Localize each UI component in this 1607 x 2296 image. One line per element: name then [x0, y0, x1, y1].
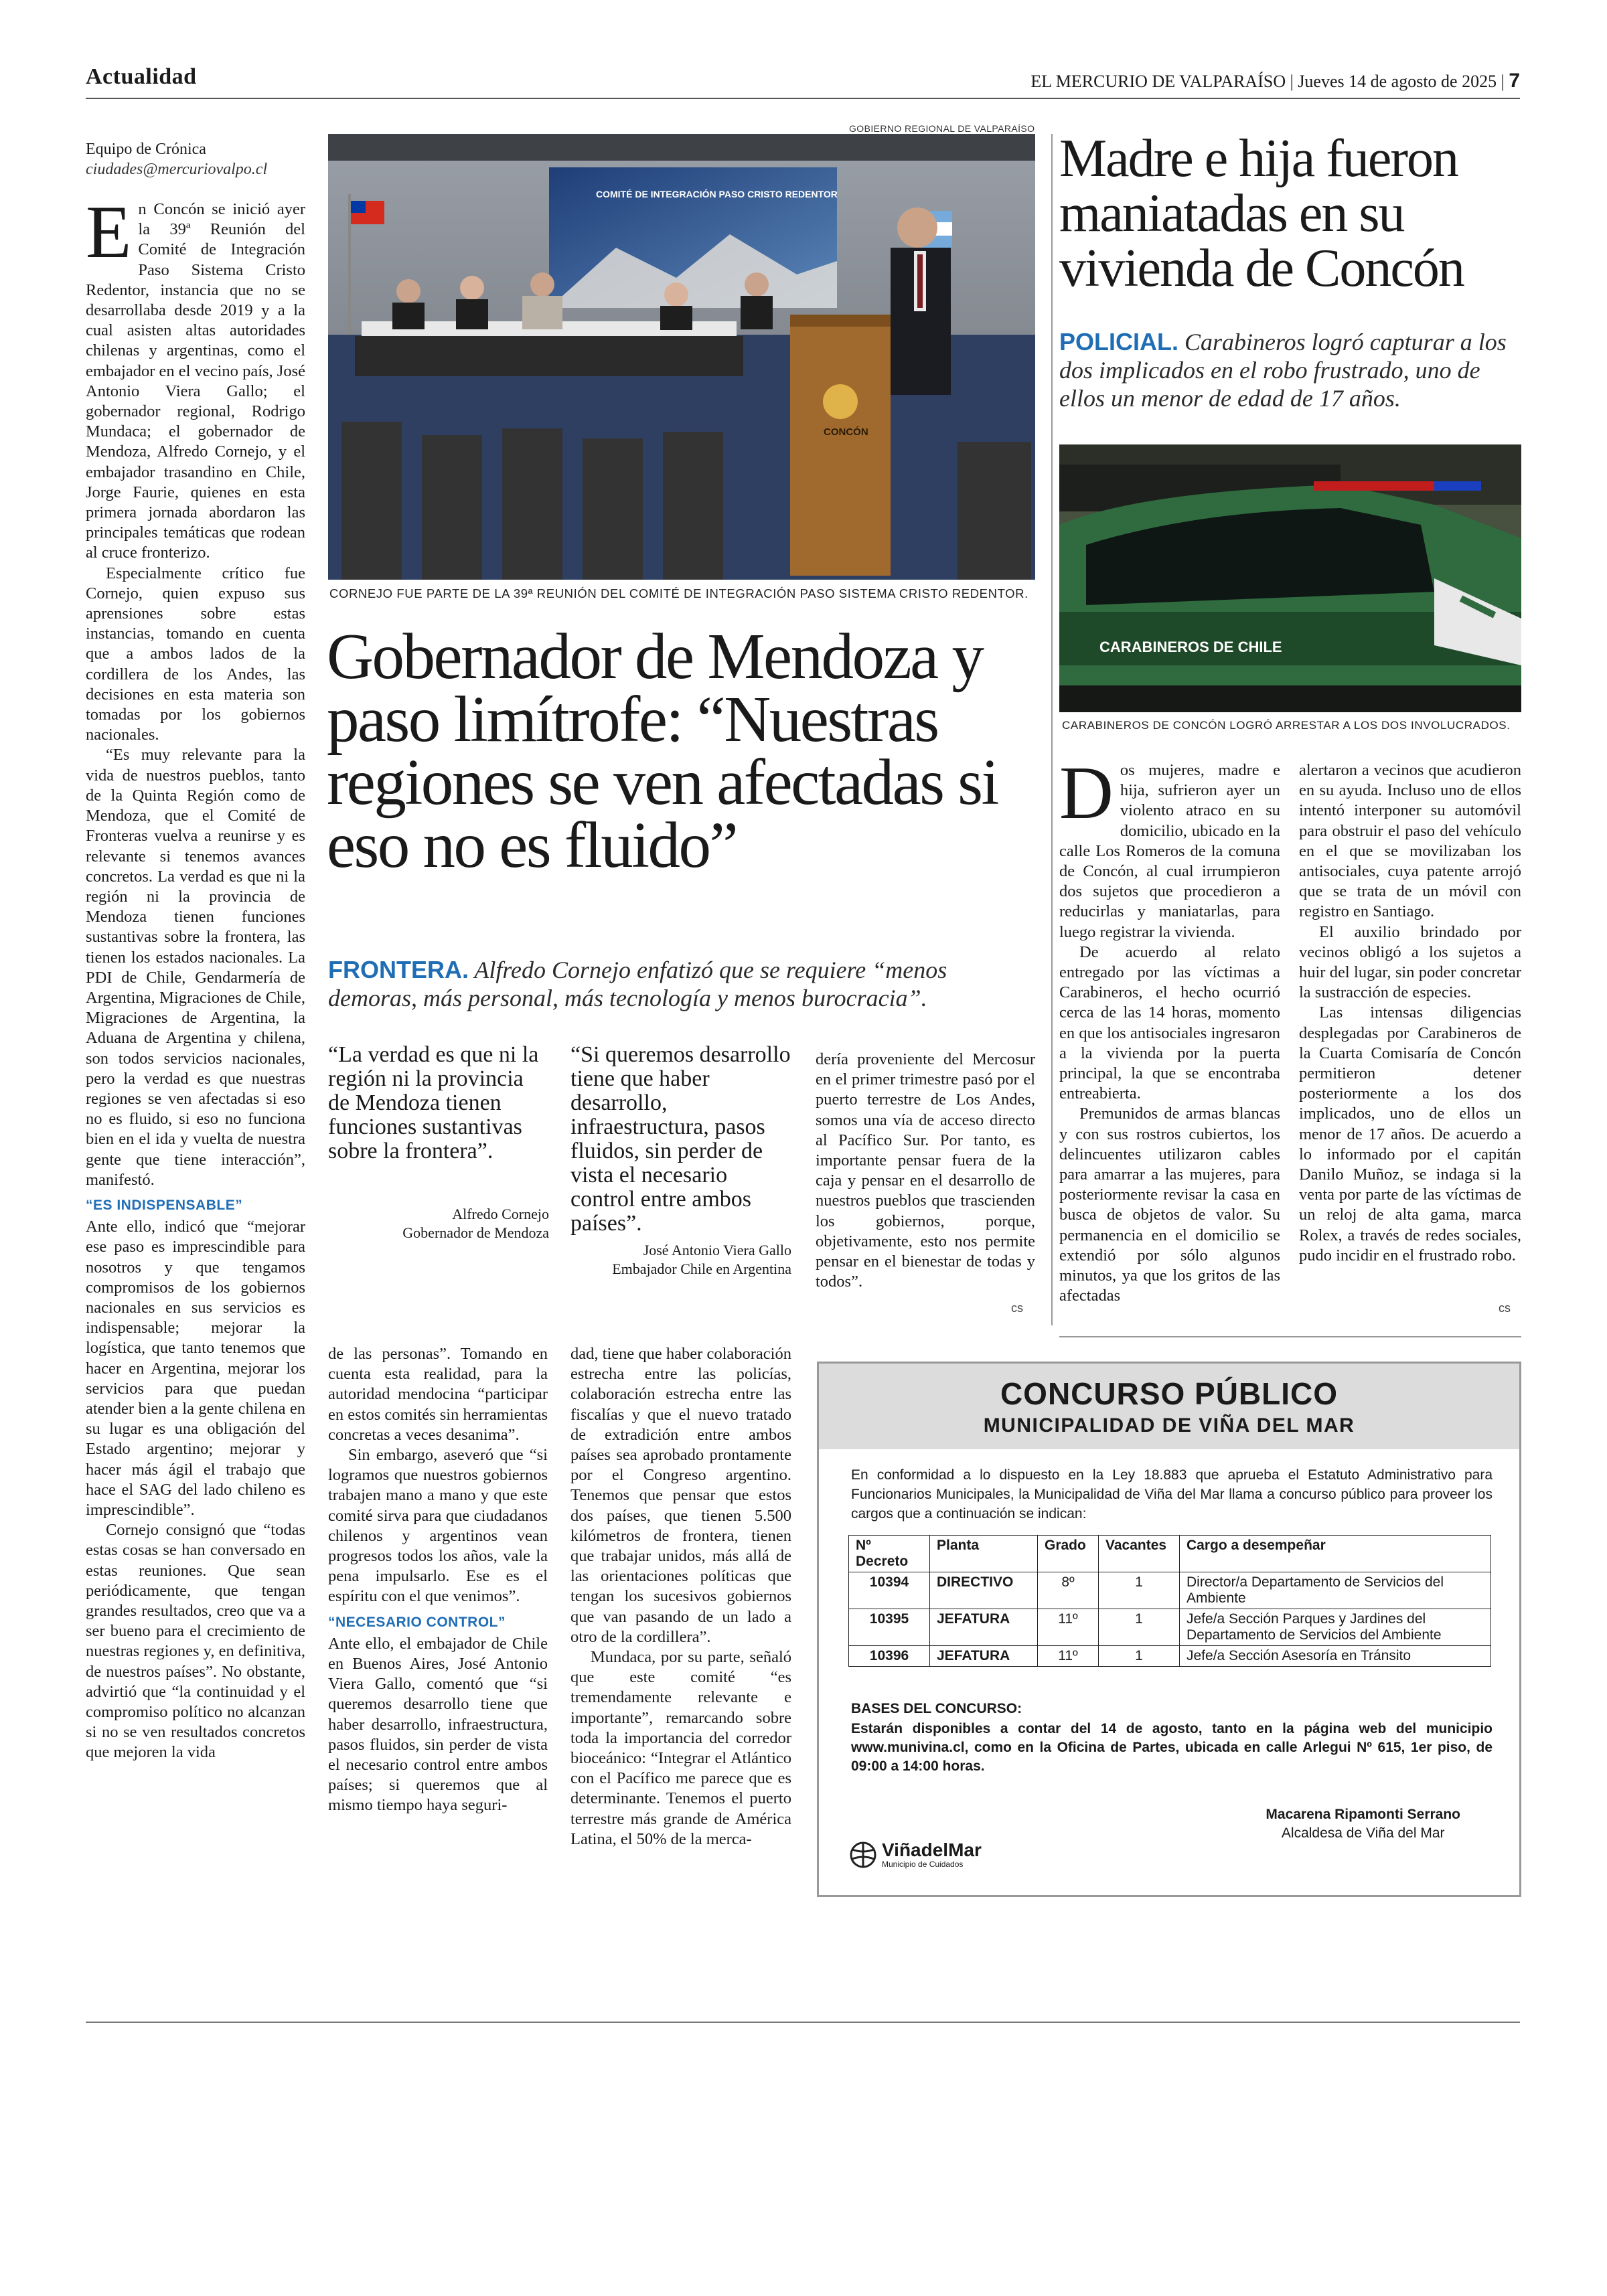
paragraph: “Es muy relevante para la vida de nuestros pueblos, tanto de la Quinta Región como de Mendoza, que el Comité de Fronteras vuelva a reunirse y es relevante si tenemos avances concretos. La verdad es que ni la región ni la provincia de Mendoza tienen funciones sustantivas sobre la frontera, las tienen los estados nacionales. La PDI de Chile, Gendarmería de Argentina, Migraciones de Chile, Migraciones de Argentina, la Aduana de Argentina y chilena, son todos servicios nacionales, pero la verdad es que nuestras regiones se ven afectadas si eso no es fluido, si eso no funciona bien en el ida y vuelta de nuestra gente que tiene interacción”, manifestó. [86, 746, 305, 1189]
table-cell: 11º [1038, 1609, 1099, 1646]
municipality-emblem-icon [848, 1840, 878, 1870]
paragraph: Cornejo consignó que “todas estas cosas se han conversado en estas reuniones. Que sean periódicamente, que tengan grandes resultados, creo que va a ser bueno para el crecimiento de nuestras regiones y, en definitiva, de nuestros países”. No obstante, advirtió que “la continuidad y el compromiso político no alcanzan si no se ven resultados concretos que mejoren la vida [86, 1521, 305, 1762]
end-mark: cs [1499, 1301, 1511, 1315]
page-number: 7 [1509, 70, 1520, 92]
paragraph: Las intensas diligencias desplegadas por Carabineros de la Cuarta Comisaría de Concón permitieron detener posteriormente a los dos implicados, uno de ellos un menor de 17 años. De acuerdo a lo informado por el capitán Danilo Muñoz, se indaga si la venta por parte de las víctimas de un reloj de alta gama, marca Rolex, a través de redes sociales, pudo incidir en el frustrado robo. [1299, 1003, 1521, 1264]
pull-quote-1 [328, 1043, 549, 1242]
side-photo-caption: CARABINEROS DE CONCÓN LOGRÓ ARRESTAR A LOS DOS INVOLUCRADOS. [1062, 719, 1511, 732]
table-row [849, 1646, 1491, 1667]
paragraph: Premunidos de armas blancas y con sus rostros cubiertos, los delincuentes utilizaron cables para amarrar a las mujeres, para posteriormente revisar la casa en busca de objetos de valor. Su permanencia en el domicilio se extendió por sólo algunos minutos, ya que los gritos de las afectadas [1059, 1104, 1280, 1305]
side-article-column-2 [1299, 760, 1521, 1323]
side-photo [1059, 444, 1521, 712]
end-mark: cs [1011, 1301, 1023, 1315]
paragraph: El auxilio brindado por vecinos obligó a los sujetos a huir del lugar, sin poder concretar la sustracción de especies. [1299, 922, 1521, 1002]
table-row [849, 1609, 1491, 1646]
table-cell: 1 [1099, 1609, 1180, 1646]
pull-quote-role: Gobernador de Mendoza [402, 1224, 549, 1241]
page-header-info [1030, 70, 1520, 92]
article-bottom-rule [1059, 1336, 1521, 1337]
byline-email: ciudades@mercuriovalpo.cl [86, 161, 268, 178]
main-photo-caption: CORNEJO FUE PARTE DE LA 39ª REUNIÓN DEL COMITÉ DE INTEGRACIÓN PASO SISTEMA CRISTO REDENTOR. [329, 586, 1028, 600]
column-header: Cargo a desempeñar [1180, 1536, 1491, 1572]
paragraph: Especialmente crítico fue Cornejo, quien expuso sus aprensiones sobre estas instancias, tomando en cuenta que a ambos lados de la cordillera de los Andes, las decisiones en esta materia son tomadas por los gobiernos nacionales. [86, 564, 305, 744]
ad-bases-text: Estarán disponibles a contar del 14 de agosto, tanto en la página web del municipio www.munivina.cl, como en la Oficina de Partes, ubicada en calle Arlegui Nº 615, 1er piso, de 09:00 a 14:00 horas. [851, 1721, 1493, 1774]
table-cell: Director/a Departamento de Servicios del Ambiente [1180, 1572, 1491, 1609]
screen-text: COMITÉ DE INTEGRACIÓN PASO CRISTO REDENTOR [596, 189, 838, 199]
ad-title: CONCURSO PÚBLICO [1000, 1376, 1338, 1411]
table-cell: 10396 [849, 1646, 930, 1667]
publication-name: EL MERCURIO DE VALPARAÍSO [1030, 72, 1286, 91]
signer-name: Macarena Ripamonti Serrano [1266, 1807, 1460, 1822]
dropcap: D [1059, 760, 1114, 835]
table-header-row [849, 1536, 1491, 1572]
section-title: Actualidad [86, 64, 197, 89]
conference-photo-illustration [328, 134, 1035, 580]
table-cell: 10394 [849, 1572, 930, 1609]
ad-bases-title: BASES DEL CONCURSO: [851, 1701, 1022, 1716]
main-article-column-2 [328, 1344, 548, 1900]
photo-credit: GOBIERNO REGIONAL DE VALPARAÍSO [849, 123, 1035, 134]
header-separator: | [1501, 72, 1509, 91]
vehicle-text: CARABINEROS DE CHILE [1099, 639, 1282, 655]
header-rule [86, 98, 1520, 99]
paragraph: dería proveniente del Mercosur en el primer trimestre pasó por el puerto terrestre de Los Andes, somos una vía de acceso directo al Pacífico Sur. Por tanto, es importante pensar fuera de la caja y pensar en el desarrollo de nuestros pueblos que trascienden los gobiernos, porque, objetivamente, esto nos permite pensar en el bienestar de todas y todos”. [816, 1050, 1035, 1291]
paragraph: Mundaca, por su parte, señaló que este comité “es tremendamente relevante e importante”, remarcando sobre toda la importancia del corredor bioceánico: “Integrar el Atlántico con el Pacífico me parece que es determinante. Tenemos el puerto terrestre más grande de América Latina, el 50% de la merca- [570, 1648, 791, 1848]
paragraph: de las personas”. Tomando en cuenta esta realidad, para la autoridad mendocina “participar en estos comités sin herramientas concretas a veces desanima”. [328, 1345, 548, 1444]
ad-intro: En conformidad a lo dispuesto en la Ley 18.883 que aprueba el Estatuto Administrativo para Funcionarios Municipales, la Municipalidad de Viña del Mar llama a concurso público para proveer los cargos que a continuación se indican: [851, 1467, 1493, 1522]
main-article-column-1 [86, 199, 305, 1900]
table-cell: Jefe/a Sección Parques y Jardines del Departamento de Servicios del Ambiente [1180, 1609, 1491, 1646]
side-kicker [1059, 328, 1521, 412]
subheading: “NECESARIO CONTROL” [328, 1614, 506, 1630]
vina-del-mar-logo [848, 1840, 982, 1870]
column-header: Planta [930, 1536, 1038, 1572]
table-cell: 8º [1038, 1572, 1099, 1609]
table-cell: DIRECTIVO [930, 1572, 1038, 1609]
table-cell: JEFATURA [930, 1609, 1038, 1646]
main-article-column-3 [570, 1344, 791, 1900]
ad-signature [1266, 1805, 1460, 1843]
table-cell: 10395 [849, 1609, 930, 1646]
table-cell: 11º [1038, 1646, 1099, 1667]
paragraph: De acuerdo al relato entregado por las víctimas a Carabineros, el hecho ocurrió cerca de las 14 horas, momento en que los antisociales ingresaron a la vivienda por la puerta principal, la que se encontraba entreabierta. [1059, 942, 1280, 1103]
paragraph: dad, tiene que haber colaboración estrecha entre las policías, colaboración estrecha entre las fiscalías y que el nuevo tratado de extradición entre ambos países sea aprobado prontamente por el Congreso argentino. Tenemos que pensar que estos dos países, que tienen 5.500 kilómetros de frontera, tienen que trabajar unidos, más allá de las orientaciones políticas que tengan los sucesivos gobiernos que van pasando de un lado a otro de la cordillera”. [570, 1345, 791, 1646]
ad-subtitle: MUNICIPALIDAD DE VIÑA DEL MAR [983, 1414, 1355, 1437]
byline-team: Equipo de Crónica [86, 141, 206, 158]
signer-role: Alcaldesa de Viña del Mar [1281, 1825, 1445, 1841]
pull-quote-text: “Si queremos desarrollo tiene que haber desarrollo, infraestructura, pasos fluidos, sin perder de vista el necesario control entre ambos países”. [570, 1042, 791, 1236]
kicker-text: Carabineros logró capturar a los dos implicados en el robo frustrado, uno de ellos un menor de edad de 17 años. [1059, 329, 1507, 412]
ad-website-link[interactable]: www.munivina.cl [851, 1740, 965, 1755]
publication-date: Jueves 14 de agosto de 2025 [1298, 72, 1497, 91]
main-article-column-4 [816, 1050, 1035, 1323]
table-cell: Jefe/a Sección Asesoría en Tránsito [1180, 1646, 1491, 1667]
public-contest-ad [817, 1362, 1521, 1897]
table-cell: 1 [1099, 1572, 1180, 1609]
podium-text: CONCÓN [824, 426, 868, 438]
paragraph: En Concón se inició ayer la 39ª Reunión del Comité de Integración Paso Sistema Cristo Redentor, instancia que no se desarrollaba desde 2019 y a la cual asisten altas autoridades chilenas y argentinas, como el embajador en el vecino país, José Antonio Viera Gallo; el gobernador regional, Rodrigo Mundaca; el gobernador de Mendoza, Alfredo Cornejo, y el embajador trasandino en Chile, Jorge Faurie, quienes en esta primera jornada abordaron las principales temáticas que rodean al cruce fronterizo. [86, 199, 305, 562]
kicker-tag: FRONTERA. [328, 956, 469, 983]
table-cell: JEFATURA [930, 1646, 1038, 1667]
pull-quote-role: Embajador Chile en Argentina [612, 1260, 791, 1277]
kicker-tag: POLICIAL. [1059, 328, 1178, 355]
footer-rule [86, 2022, 1520, 2023]
paragraph: alertaron a vecinos que acudieron en su ayuda. Incluso uno de ellos intentó interponer su automóvil para obstruir el paso del vehículo en el que se movilizaban los antisociales, cuya patente arrojó que se trata de un móvil con registro en Santiago. [1299, 761, 1521, 921]
side-article-column-1 [1059, 760, 1280, 1323]
pull-quote-text: “La verdad es que ni la región ni la provincia de Mendoza tienen funciones sustantivas sobre la frontera”. [328, 1042, 539, 1163]
pull-quote-name: Alfredo Cornejo [452, 1206, 549, 1222]
paragraph: Ante ello, el embajador de Chile en Buenos Aires, José Antonio Viera Gallo, comentó que “si queremos desarrollo tiene que haber desarrollo, infraestructura, pasos fluidos, sin perder de vista el necesario control entre ambos países; si queremos que al mismo tiempo haya seguri- [328, 1634, 548, 1815]
subheading: “ES INDISPENSABLE” [86, 1197, 243, 1213]
paragraph: Dos mujeres, madre e hija, sufrieron ayer un violento atraco en su domicilio, ubicado en la calle Los Romeros de la comuna de Concón, al cual irrumpieron dos sujetos que procedieron a reducirlas y maniatarlas, para luego registrar la vivienda. [1059, 760, 1280, 941]
header-separator: | [1290, 72, 1298, 91]
byline [86, 139, 300, 179]
police-vehicle-illustration [1059, 444, 1521, 712]
main-photo [328, 134, 1035, 580]
column-header: Nº Decreto [849, 1536, 930, 1572]
column-header: Grado [1038, 1536, 1099, 1572]
column-divider [1051, 134, 1053, 1325]
kicker-text: Alfredo Cornejo enfatizó que se requiere “menos demoras, más personal, más tecnología y menos burocracia”. [328, 957, 947, 1011]
table-cell: 1 [1099, 1646, 1180, 1667]
dropcap: E [86, 199, 132, 274]
main-headline: Gobernador de Mendoza y paso limítrofe: “Nuestras regiones se ven afectadas si eso no es fluido” [327, 621, 998, 881]
paragraph: Sin embargo, aseveró que “si logramos que nuestros gobiernos trabajen mano a mano y que este comité sirva para que ciudadanos chilenos y argentinos vean progresos todos los años, vale la pena impulsarlo. Ese es el espíritu con el que venimos”. [328, 1446, 548, 1606]
logo-text: ViñadelMar [882, 1839, 982, 1860]
column-header: Vacantes [1099, 1536, 1180, 1572]
side-headline: Madre e hija fueron maniatadas en su vivienda de Concón [1059, 129, 1464, 298]
pull-quote-name: José Antonio Viera Gallo [643, 1242, 791, 1258]
logo-subtext: Municipio de Cuidados [882, 1860, 964, 1869]
main-kicker [328, 956, 1038, 1012]
table-row [849, 1572, 1491, 1609]
paragraph: Ante ello, indicó que “mejorar ese paso es imprescindible para nosotros y que tengamos compromisos de los gobiernos nacionales en sus servicios es indispensable; mejorar la logística, que tanto tenemos que hacer en Argentina, mejorar los servicios para que puedan atender bien a la gente chilena en su lugar es una obligación del Estado argentino; mejorar y hacer más ágil el trabajo que hace el SAG del lado chileno es imprescindible”. [86, 1218, 305, 1519]
pull-quote-2 [570, 1043, 791, 1279]
ad-positions-table [848, 1535, 1491, 1667]
